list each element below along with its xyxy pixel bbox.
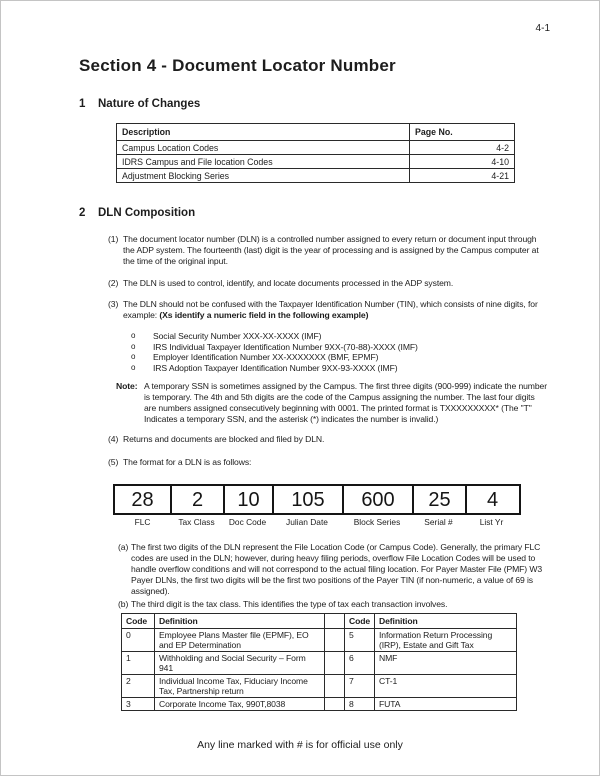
- paragraph-5: [108, 457, 549, 468]
- table-row: [122, 652, 517, 675]
- list-item-text: IRS Individual Taxpayer Identification Number 9XX-(70-88)-XXXX (IMF): [153, 341, 418, 352]
- paragraph-text: Returns and documents are blocked and filed by DLN.: [123, 434, 325, 444]
- table-row: [122, 629, 517, 652]
- tax-definition: CT-1: [375, 675, 517, 698]
- spacer-cell: [325, 675, 345, 698]
- tax-definition: Information Return Processing (IRP), Estate and Gift Tax: [375, 629, 517, 652]
- nature-of-changes-table: [116, 123, 515, 183]
- table-row: [117, 141, 515, 155]
- paragraph-3: [108, 299, 549, 321]
- dln-label-tax-class: Tax Class: [178, 517, 215, 527]
- tax-definition: FUTA: [375, 698, 517, 711]
- table-row: [117, 169, 515, 183]
- toc-page: 4-21: [410, 169, 515, 183]
- dln-label-flc: FLC: [134, 517, 151, 527]
- tax-definition: NMF: [375, 652, 517, 675]
- table-row: [117, 155, 515, 169]
- paragraph-text: The format for a DLN is as follows:: [123, 457, 252, 467]
- list-item-text: IRS Adoption Taxpayer Identification Number 9XX-93-XXXX (IMF): [153, 362, 398, 373]
- table-row: [122, 675, 517, 698]
- column-header-definition-left: Definition: [155, 614, 325, 629]
- list-item: [131, 331, 549, 342]
- section-title: DLN Composition: [98, 207, 196, 219]
- toc-page: 4-2: [410, 141, 515, 155]
- bullet-marker: o: [131, 362, 136, 372]
- bullet-marker: o: [131, 331, 136, 340]
- toc-description: IDRS Campus and File location Codes: [117, 155, 410, 169]
- dln-segment-julian-date: 105: [272, 486, 342, 513]
- paragraph-text-normal: The DLN should not be confused with the Taxpayer Identification Number (TIN), which consists of nine digits, for example:: [123, 299, 538, 320]
- dln-segment-doc-code: 10: [223, 486, 272, 513]
- paragraph-marker: (b): [118, 599, 129, 609]
- paragraph-marker: (5): [108, 457, 119, 467]
- spacer-cell: [325, 698, 345, 711]
- tax-code: 6: [345, 652, 375, 675]
- page-title: Section 4 - Document Locator Number: [79, 56, 396, 75]
- toc-page: 4-10: [410, 155, 515, 169]
- list-item-text: Social Security Number XXX-XX-XXXX (IMF): [153, 331, 322, 341]
- dln-segment-list-yr: 4: [465, 486, 518, 513]
- list-item-text: Employer Identification Number XX-XXXXXXX (BMF, EPMF): [153, 352, 379, 362]
- tax-code: 0: [122, 629, 155, 652]
- note-text: A temporary SSN is sometimes assigned by the Campus. The first three digits (900-999) indicate the number is temporary. The 4th and 5th digits are the code of the Campus assigning the number. The last four digits are numbers assigned consecutively beginning with 0001. The printed format is TXXXXXXXXX* (The "T" Indicates a temporary SSN, and the asterisk (*) indicates the number is invalid.): [144, 381, 547, 424]
- dln-segment-serial: 25: [412, 486, 465, 513]
- tax-definition: Withholding and Social Security – Form 941: [155, 652, 325, 675]
- paragraph-text: The third digit is the tax class. This identifies the type of tax each transaction involves.: [131, 599, 448, 609]
- tax-definition: Employee Plans Master file (EPMF), EO and EP Determination: [155, 629, 325, 652]
- column-header-description: Description: [117, 124, 410, 141]
- sub-item-a: [118, 542, 551, 597]
- spacer-cell: [325, 652, 345, 675]
- paragraph-text: The document locator number (DLN) is a controlled number assigned to every return or document input through the ADP system. The fourteenth (last) digit is the year of processing and is assigned by the Campus computer at the time of the original input.: [123, 234, 539, 266]
- sub-item-b: [118, 599, 551, 610]
- table-header-row: [122, 614, 517, 629]
- section-heading-dln-composition: [79, 207, 599, 220]
- column-header-definition-right: Definition: [375, 614, 517, 629]
- toc-description: Adjustment Blocking Series: [117, 169, 410, 183]
- paragraph-text: [123, 299, 549, 321]
- paragraph-4: [108, 434, 549, 445]
- list-item: [131, 352, 549, 363]
- tax-definition: Corporate Income Tax, 990T,8038: [155, 698, 325, 711]
- toc-description: Campus Location Codes: [117, 141, 410, 155]
- note-block: [116, 381, 547, 425]
- paragraph-marker: (2): [108, 278, 119, 288]
- paragraph-marker: (3): [108, 299, 119, 309]
- table-row: [122, 698, 517, 711]
- paragraph-marker: (1): [108, 234, 119, 244]
- dln-label-row: [113, 518, 521, 527]
- tax-class-table: [121, 613, 517, 711]
- dln-label-julian-date: Julian Date: [286, 517, 328, 527]
- tax-code: 7: [345, 675, 375, 698]
- tax-definition: Individual Income Tax, Fiduciary Income Tax, Partnership return: [155, 675, 325, 698]
- note-label: Note:: [116, 381, 138, 391]
- list-item: [131, 342, 549, 353]
- dln-label-block-series: Block Series: [353, 517, 401, 527]
- dln-label-serial: Serial #: [424, 517, 453, 527]
- paragraph-1: [108, 234, 549, 267]
- bullet-marker: o: [131, 352, 136, 361]
- paragraph-marker: (a): [118, 542, 129, 552]
- dln-label-doc-code: Doc Code: [228, 517, 267, 527]
- footer-note: Any line marked with # is for official use only: [197, 739, 403, 751]
- column-header-page-no: Page No.: [410, 124, 515, 141]
- tin-example-list: [1, 331, 599, 373]
- column-header-code-left: Code: [122, 614, 155, 629]
- dln-segment-tax-class: 2: [170, 486, 223, 513]
- paragraph-marker: (4): [108, 434, 119, 444]
- paragraph-text: The DLN is used to control, identify, and locate documents processed in the ADP system.: [123, 278, 454, 288]
- section-number: 2: [79, 207, 86, 219]
- list-item: [131, 363, 549, 374]
- dln-label-list-yr: List Yr: [479, 517, 504, 527]
- page-number: 4-1: [535, 23, 550, 34]
- tax-code: 2: [122, 675, 155, 698]
- dln-segment-block-series: 600: [342, 486, 412, 513]
- section-title: Nature of Changes: [98, 98, 201, 110]
- paragraph-text: The first two digits of the DLN represent the File Location Code (or Campus Code). Generally, the primary FLC codes are used in the DLN; however, during heavy filing periods, overflow File Location Codes will be used to handle overflow conditions and will not correspond to the actual filing location. For Payer Master File (PMF) W3 Payer DLNs, the first two digits will be the first two positions of the Payer TIN (if non-numeric, a value of 69 is assigned).: [131, 542, 543, 596]
- paragraph-2: [108, 278, 549, 289]
- tax-code: 5: [345, 629, 375, 652]
- paragraph-text-bold: (Xs identify a numeric field in the following example): [159, 310, 369, 320]
- section-heading-nature-of-changes: [79, 98, 599, 111]
- bullet-marker: o: [131, 341, 136, 351]
- spacer-cell: [325, 629, 345, 652]
- tax-code: 1: [122, 652, 155, 675]
- column-header-code-right: Code: [345, 614, 375, 629]
- table-header-row: [117, 124, 515, 141]
- tax-code: 3: [122, 698, 155, 711]
- dln-segment-flc: 28: [131, 488, 154, 511]
- section-number: 1: [79, 98, 86, 110]
- dln-format-diagram: [113, 484, 521, 527]
- tax-code: 8: [345, 698, 375, 711]
- spacer-cell: [325, 614, 345, 629]
- dln-value-row: [113, 484, 521, 515]
